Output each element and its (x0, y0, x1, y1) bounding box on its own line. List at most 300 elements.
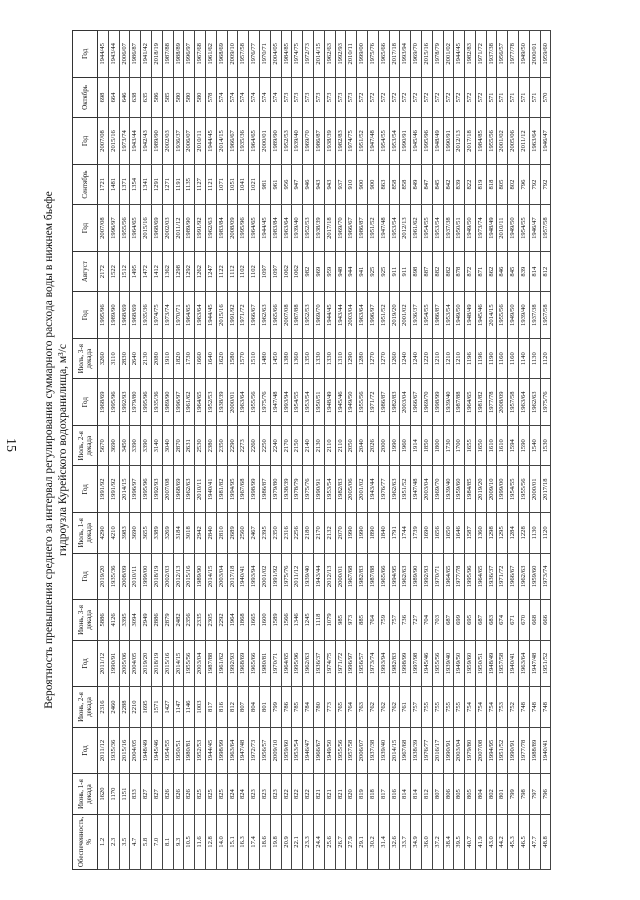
table-cell: 1963/64 (195, 292, 206, 339)
table-cell: 1260 (389, 338, 400, 378)
table-cell: 1935/36 (238, 118, 249, 165)
table-row (378, 31, 389, 870)
caption-line-1: Вероятность превышения среднего за интервал регулирования суммарного расхода воды в нижнем бьефе (43, 191, 55, 709)
table-cell: 1890 (367, 513, 378, 553)
table-cell: 1950/51 (173, 727, 184, 774)
table-cell: 862 (486, 251, 497, 291)
table-cell: 1570 (238, 338, 249, 378)
table-cell: 2014/15 (486, 292, 497, 339)
table-cell: 1950/51 (313, 379, 324, 426)
table-cell: 573 (292, 77, 303, 117)
table-cell: 2010/11 (195, 466, 206, 513)
table-cell: 2026 (367, 426, 378, 466)
table-cell: 1998/99 (400, 640, 411, 687)
table-cell: 698 (98, 77, 109, 117)
table-cell: 1955/56 (497, 292, 508, 339)
table-caption (42, 30, 72, 870)
table-cell: 2001/02 (259, 553, 270, 600)
column-header: Июнь, 3-я декада (73, 600, 98, 640)
table-cell: 1953/54 (389, 118, 400, 165)
table-cell: 823 (259, 774, 270, 814)
table-cell: 1868 (238, 600, 249, 640)
table-cell: 1967/68 (238, 466, 249, 513)
table-cell: 2007/08 (98, 205, 109, 252)
table-cell: 759 (378, 600, 389, 640)
table-cell: 2003/04 (216, 553, 227, 600)
table-cell: 1982/83 (335, 118, 346, 165)
table-row (432, 31, 443, 870)
table-cell: 40.7 (465, 814, 476, 869)
table-cell: 571 (508, 77, 519, 117)
table-cell: 1965/66 (270, 292, 281, 339)
table-cell: 1530 (540, 426, 551, 466)
table-cell: 814 (411, 774, 422, 814)
table-cell: 1665 (249, 600, 260, 640)
table-cell: 2001/02 (357, 466, 368, 513)
table-cell: 1944/45 (259, 205, 270, 252)
table-cell: 799 (270, 687, 281, 727)
table-cell: 943 (324, 164, 335, 204)
table-cell: 578 (205, 77, 216, 117)
table-cell: 801 (497, 774, 508, 814)
table-cell: 753 (497, 687, 508, 727)
table-cell: 2132 (324, 513, 335, 553)
table-cell: 2005/06 (119, 640, 130, 687)
table-cell: 1991/92 (195, 205, 206, 252)
table-cell: 1959/60 (529, 553, 540, 600)
table-cell: 1991/92 (98, 466, 109, 513)
table-cell: 1937/38 (367, 727, 378, 774)
table-cell: 2870 (173, 426, 184, 466)
table-cell: 11.6 (195, 814, 206, 869)
table-cell: 1721 (98, 164, 109, 204)
table-row (508, 31, 519, 870)
table-cell: 2015/16 (421, 31, 432, 78)
table-cell: 1298 (486, 513, 497, 553)
table-cell: 1228 (519, 513, 530, 553)
table-cell: 956 (281, 164, 292, 204)
table-cell: 1995/96 (292, 640, 303, 687)
table-cell: 1191 (173, 164, 184, 204)
table-cell: 44.2 (497, 814, 508, 869)
table-cell: 2011/12 (519, 118, 530, 165)
table-cell: 47.7 (529, 814, 540, 869)
table-cell: 819 (357, 774, 368, 814)
table-cell: 1610 (486, 426, 497, 466)
table-cell: 937 (335, 164, 346, 204)
table-cell: 1589 (270, 600, 281, 640)
table-cell: 805 (497, 164, 508, 204)
table-header-row (73, 31, 98, 870)
table-cell: 1992/93 (421, 553, 432, 600)
table-cell: 1970/71 (432, 553, 443, 600)
table-cell: 1350 (303, 338, 314, 378)
table-cell: 2380 (205, 426, 216, 466)
table-cell: 10.5 (184, 814, 195, 869)
table-cell: 3690 (130, 513, 141, 553)
table-cell: 573 (335, 77, 346, 117)
table-cell: 792 (529, 164, 540, 204)
table-cell: 802 (508, 164, 519, 204)
table-cell: 799 (508, 774, 519, 814)
table-cell: 1968/69 (130, 292, 141, 339)
table-cell: 823 (270, 774, 281, 814)
table-cell: 825 (205, 774, 216, 814)
table-cell: 32.6 (389, 814, 400, 869)
table-cell: 819 (475, 164, 486, 204)
table-cell: 1995/96 (141, 379, 152, 426)
table-cell: 26.7 (335, 814, 346, 869)
table-cell: 29.1 (357, 814, 368, 869)
table-row (324, 31, 335, 870)
table-cell: 797 (529, 774, 540, 814)
table-cell: 1993/94 (400, 31, 411, 78)
table-cell: 1021 (249, 164, 260, 204)
table-cell: 571 (529, 77, 540, 117)
table-cell: 1938/39 (411, 727, 422, 774)
table-cell: 1963/64 (238, 379, 249, 426)
table-cell: 1945/46 (151, 727, 162, 774)
table-cell: 1955/56 (486, 118, 497, 165)
table-cell: 1127 (195, 164, 206, 204)
table-cell: 1964/65 (184, 292, 195, 339)
table-cell: 754 (486, 687, 497, 727)
table-cell: 1963/64 (519, 379, 530, 426)
table-cell: 1971/72 (497, 553, 508, 600)
table-cell: 1130 (529, 338, 540, 378)
table-cell: 1948/49 (465, 292, 476, 339)
table-cell: 573 (281, 77, 292, 117)
table-cell: 3094 (130, 600, 141, 640)
table-cell: 572 (443, 77, 454, 117)
table-cell: 1944/45 (454, 31, 465, 78)
table-cell: 736 (400, 600, 411, 640)
table-cell: 666 (540, 600, 551, 640)
table-cell: 1695 (141, 687, 152, 727)
table-cell: 2014/15 (389, 727, 400, 774)
table-cell: 822 (303, 774, 314, 814)
table-cell: 1998/99 (216, 727, 227, 774)
table-cell: 1041 (238, 164, 249, 204)
table-cell: 1943/44 (130, 118, 141, 165)
column-header: Год (73, 31, 98, 78)
table-cell: 839 (519, 251, 530, 291)
table-cell: 1999/00 (141, 553, 152, 600)
column-header: Обеспеченность, % (73, 814, 98, 869)
table-cell: 763 (357, 687, 368, 727)
table-cell: 1939/40 (292, 118, 303, 165)
table-cell: 2009/10 (270, 727, 281, 774)
table-cell: 2110 (335, 426, 346, 466)
table-cell: 825 (216, 774, 227, 814)
table-cell: 1121 (205, 164, 216, 204)
table-cell: 2305 (205, 600, 216, 640)
table-cell: 1954/55 (162, 727, 173, 774)
table-cell: 1957/58 (497, 640, 508, 687)
table-cell: 1935/36 (151, 379, 162, 426)
table-cell: 1939/40 (303, 553, 314, 600)
table-cell: 1957/58 (346, 727, 357, 774)
table-cell: 1.2 (98, 814, 109, 869)
table-cell: 1960 (400, 426, 411, 466)
table-cell: 1973/74 (162, 292, 173, 339)
table-cell: 792 (540, 164, 551, 204)
table-cell: 22.1 (292, 814, 303, 869)
table-cell: 885 (357, 600, 368, 640)
table-row (411, 31, 422, 870)
table-cell: 1983/84 (270, 205, 281, 252)
table-cell: 1979/80 (130, 379, 141, 426)
table-cell: 1987/88 (162, 31, 173, 78)
table-cell: 1102 (238, 251, 249, 291)
table-cell: 2210 (130, 687, 141, 727)
table-cell: 1963/64 (281, 205, 292, 252)
table-cell: 1989/90 (195, 553, 206, 600)
table-cell: 45.3 (508, 814, 519, 869)
table-cell: 704 (421, 600, 432, 640)
table-cell: 1954/55 (519, 205, 530, 252)
table-cell: 1987/88 (205, 640, 216, 687)
table-cell: 36.0 (421, 814, 432, 869)
table-cell: 2000 (378, 426, 389, 466)
table-cell: 1968/69 (98, 379, 109, 426)
table-cell: 1976/77 (421, 727, 432, 774)
table-cell: 1640 (205, 338, 216, 378)
table-cell: 4.7 (130, 814, 141, 869)
table-cell: 1993/94 (281, 379, 292, 426)
table-cell: 1969/70 (335, 205, 346, 252)
table-cell: 1971/72 (335, 640, 346, 687)
table-cell: 1130 (529, 513, 540, 553)
table-cell: 1968/69 (216, 31, 227, 78)
table-cell: 1102 (249, 251, 260, 291)
table-cell: 1970/71 (173, 292, 184, 339)
table-cell: 1791 (389, 513, 400, 553)
table-cell: 23.3 (303, 814, 314, 869)
table-cell: 1948/49 (432, 118, 443, 165)
table-cell: 2019/20 (475, 466, 486, 513)
table-cell: 2840 (205, 513, 216, 553)
table-cell: 1354 (130, 164, 141, 204)
table-cell: 1984/85 (475, 118, 486, 165)
table-cell: 1062 (292, 251, 303, 291)
table-cell: 1160 (497, 338, 508, 378)
table-cell: 2015/16 (141, 205, 152, 252)
table-cell: 3389 (151, 513, 162, 553)
table-cell: 845 (508, 251, 519, 291)
table-cell: 1977/78 (486, 379, 497, 426)
table-cell: 1949/50 (519, 31, 530, 78)
table-cell: 1646 (454, 513, 465, 553)
table-cell: 1949/50 (324, 727, 335, 774)
table-cell: 872 (465, 251, 476, 291)
table-row (227, 31, 238, 870)
table-cell: 1949/50 (454, 292, 465, 339)
table-cell: 1739 (411, 513, 422, 553)
table-cell: 572 (475, 77, 486, 117)
table-cell: 2002/03 (162, 118, 173, 165)
table-cell: 2.3 (108, 814, 119, 869)
table-cell: 1973/74 (475, 205, 486, 252)
table-cell: 1952/53 (303, 292, 314, 339)
table-cell: 1940/41 (205, 466, 216, 513)
table-cell: 573 (313, 77, 324, 117)
table-cell: 1948/49 (486, 205, 497, 252)
table-cell: 1989/90 (270, 118, 281, 165)
table-row (486, 31, 497, 870)
table-cell: 1964/65 (281, 640, 292, 687)
table-cell: 1730 (443, 426, 454, 466)
column-header: Сентябрь (73, 164, 98, 204)
table-cell: 1984/85 (465, 466, 476, 513)
table-cell: 1966/67 (411, 379, 422, 426)
table-cell: 3.5 (119, 814, 130, 869)
table-cell: 1290 (346, 338, 357, 378)
table-cell: 1986/87 (130, 31, 141, 78)
table-cell: 1970/71 (259, 31, 270, 78)
table-cell: 1951/52 (400, 466, 411, 513)
table-cell: 2240 (270, 426, 281, 466)
table-cell: 863 (378, 164, 389, 204)
table-cell: 1690 (421, 513, 432, 553)
table-cell: 668 (529, 600, 540, 640)
table-cell: 2009/10 (227, 31, 238, 78)
table-cell: 982 (303, 251, 314, 291)
table-cell: 1968/69 (238, 640, 249, 687)
table-cell: 1983/84 (216, 205, 227, 252)
table-cell: 1955/56 (119, 205, 130, 252)
table-cell: 2000/01 (529, 466, 540, 513)
table-cell: 801 (259, 687, 270, 727)
table-cell: 2011/12 (98, 727, 109, 774)
table-cell: 1946/47 (529, 205, 540, 252)
table-cell: 2006/07 (119, 31, 130, 78)
table-cell: 825 (195, 774, 206, 814)
table-cell: 2001/02 (400, 292, 411, 339)
table-cell: 1939/40 (443, 379, 454, 426)
table-cell: 762 (389, 687, 400, 727)
table-cell: 1949/50 (465, 205, 476, 252)
table-cell: 764 (367, 600, 378, 640)
table-cell: 2350 (270, 513, 281, 553)
table-cell: 1976/77 (378, 466, 389, 513)
table-cell: 638 (130, 77, 141, 117)
table-cell: 1944/45 (205, 292, 216, 339)
table-cell: 1079 (324, 600, 335, 640)
table-cell: 3184 (173, 513, 184, 553)
table-cell: 818 (486, 164, 497, 204)
table-cell: 1937/38 (486, 31, 497, 78)
table-cell: 1964/65 (475, 553, 486, 600)
table-cell: 585 (162, 77, 173, 117)
table-cell: 1937/38 (529, 292, 540, 339)
table-cell: 1974/75 (292, 31, 303, 78)
table-row (141, 31, 152, 870)
table-cell: 1587 (465, 513, 476, 553)
table-cell: 1939/40 (443, 640, 454, 687)
table-cell: 925 (378, 251, 389, 291)
table-cell: 1950/51 (454, 205, 465, 252)
table-cell: 1118 (313, 600, 324, 640)
table-cell: 1262 (195, 251, 206, 291)
table-cell: 2689 (227, 513, 238, 553)
table-cell: 1984/85 (281, 31, 292, 78)
caption-line-2: гидроузла Курейского водохранилища, м³/с (57, 344, 69, 556)
table-cell: 2018/19 (151, 553, 162, 600)
table-cell: 823 (249, 774, 260, 814)
table-cell: 1947/48 (238, 727, 249, 774)
table-cell: 1135 (184, 164, 195, 204)
table-cell: 1270 (367, 338, 378, 378)
table-cell: 1962/63 (400, 553, 411, 600)
table-cell: 755 (432, 687, 443, 727)
table-cell: 2011/12 (98, 640, 109, 687)
table-cell: 1953/54 (292, 727, 303, 774)
table-cell: 2019/20 (98, 553, 109, 600)
table-cell: 2019/20 (389, 292, 400, 339)
table-cell: 1969/70 (303, 118, 314, 165)
table-cell: 948 (335, 251, 346, 291)
table-cell: 1957/58 (540, 205, 551, 252)
table-cell: 959 (324, 251, 335, 291)
table-cell: 858 (389, 164, 400, 204)
table-cell: 1964/65 (443, 553, 454, 600)
table-cell: 2011/12 (173, 205, 184, 252)
table-cell: 2130 (313, 426, 324, 466)
table-cell: 4126 (108, 600, 119, 640)
table-cell: 1936/37 (173, 118, 184, 165)
table-cell: 1450 (270, 338, 281, 378)
rotated-page-content (40, 30, 600, 870)
table-cell: 1650 (443, 513, 454, 553)
table-cell: 805 (465, 774, 476, 814)
table-cell: 1993/94 (378, 640, 389, 687)
table-cell: 898 (411, 251, 422, 291)
table-cell: 1979/80 (465, 727, 476, 774)
table-cell: 1991/92 (108, 466, 119, 513)
table-cell: 827 (151, 774, 162, 814)
table-cell: 1992/93 (119, 379, 130, 426)
table-cell: 969 (313, 251, 324, 291)
table-cell: 2170 (313, 513, 324, 553)
table-cell: 1949/50 (346, 379, 357, 426)
table-cell: 1987/88 (292, 292, 303, 339)
table-row (346, 31, 357, 870)
table-cell: 1943/44 (313, 553, 324, 600)
table-cell: 3140 (151, 426, 162, 466)
table-cell: 1963/64 (529, 118, 540, 165)
table-cell: 814 (400, 774, 411, 814)
table-cell: 1986/87 (432, 292, 443, 339)
table-cell: 1480 (259, 338, 270, 378)
table-cell: 1952/53 (195, 727, 206, 774)
table-cell: 1982/83 (335, 466, 346, 513)
table-cell: 941 (357, 251, 368, 291)
table-cell: 773 (324, 687, 335, 727)
table-cell: 1955/56 (519, 466, 530, 513)
table-cell: 943 (313, 164, 324, 204)
table-cell: 2180 (303, 513, 314, 553)
table-cell: 812 (227, 687, 238, 727)
table-cell: 2130 (141, 338, 152, 378)
table-cell: 2003/04 (454, 727, 465, 774)
table-cell: 2003/04 (400, 379, 411, 426)
table-cell: 847 (421, 164, 432, 204)
table-cell: 1966/67 (249, 292, 260, 339)
table-cell: 1955/56 (335, 727, 346, 774)
table-cell: 1051 (227, 164, 238, 204)
table-cell: 2001/02 (443, 31, 454, 78)
